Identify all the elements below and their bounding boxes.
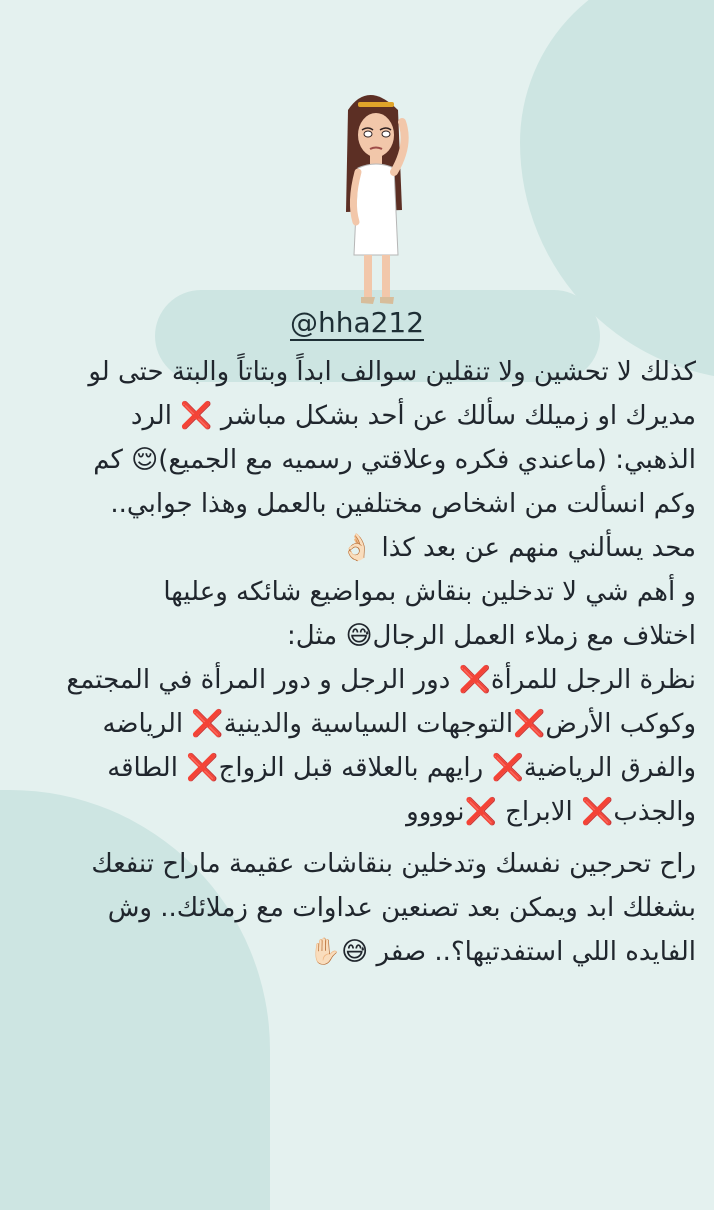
text-line: بشغلك ابد ويمكن بعد تصنعين عداوات مع زملائك.. وش — [107, 893, 696, 923]
text-line: وكم انسألت من اشخاص مختلفين بالعمل وهذا جوابي.. — [110, 489, 696, 519]
paragraph-gap — [18, 834, 696, 842]
text-line: مديرك او زميلك سألك عن أحد بشكل مباشر ❌ الرد — [130, 401, 696, 431]
text-line: الذهبي: (ماعندي فكره وعلاقتي رسميه مع الجميع)😌 كم — [93, 445, 696, 475]
text-line: و أهم شي لا تدخلين بنقاش بمواضيع شائكه وعليها — [163, 577, 696, 607]
text-line: والجذب❌ الابراج ❌نوووو — [406, 797, 696, 827]
text-line: والفرق الرياضية❌ رايهم بالعلاقه قبل الزواج❌ الطاقه — [107, 753, 696, 783]
text-line: راح تحرجين نفسك وتدخلين بنقاشات عقيمة ماراح تنفعك — [91, 849, 696, 879]
username-handle-text: @hha212 — [289, 306, 425, 339]
username-handle — [0, 306, 714, 339]
text-line: الفايده اللي استفدتيها؟.. صفر 😅✋🏻 — [308, 937, 696, 967]
text-line: كذلك لا تحشين ولا تنقلين سوالف ابداً وبتاتاً والبتة حتى لو — [88, 357, 696, 387]
text-line: محد يسألني منهم عن بعد كذا 👌🏻 — [340, 533, 696, 563]
text-line: اختلاف مع زملاء العمل الرجال😅 مثل: — [286, 621, 696, 651]
text-line: نظرة الرجل للمرأة❌ دور الرجل و دور المرأة في المجتمع — [66, 665, 696, 695]
bitmoji-avatar-illustration — [330, 90, 440, 310]
post-text — [18, 350, 696, 974]
text-line: وكوكب الأرض❌التوجهات السياسية والدينية❌ الرياضه — [102, 709, 696, 739]
